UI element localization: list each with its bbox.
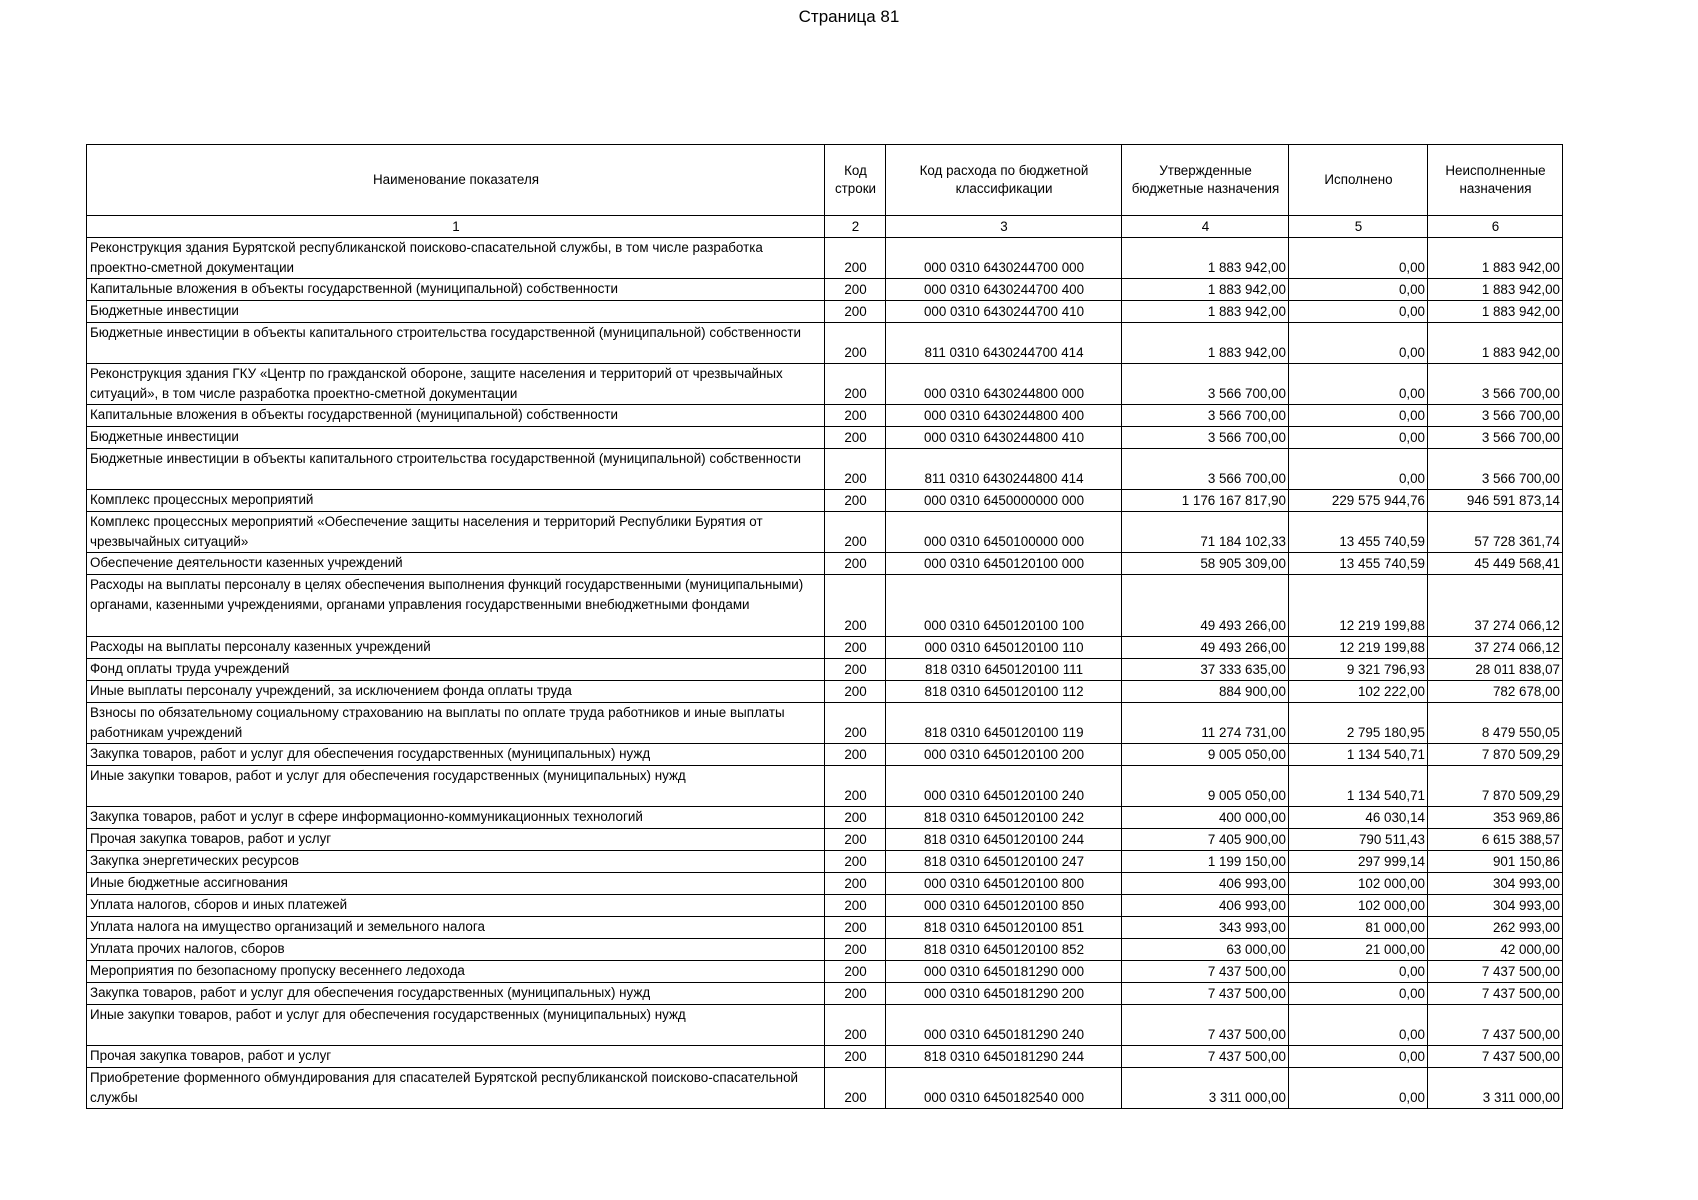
table-row xyxy=(87,279,1563,301)
line-code-cell: 200 xyxy=(825,575,886,637)
budget-code-cell: 000 0310 6450120100 800 xyxy=(886,873,1122,895)
table-row xyxy=(87,553,1563,575)
approved-amount-cell: 71 184 102,33 xyxy=(1122,512,1289,553)
executed-amount-cell: 297 999,14 xyxy=(1289,851,1428,873)
executed-amount-cell: 102 000,00 xyxy=(1289,895,1428,917)
indicator-name-cell: Иные выплаты персоналу учреждений, за исключением фонда оплаты труда xyxy=(87,681,825,703)
approved-amount-cell: 1 199 150,00 xyxy=(1122,851,1289,873)
approved-amount-cell: 37 333 635,00 xyxy=(1122,659,1289,681)
approved-amount-cell: 884 900,00 xyxy=(1122,681,1289,703)
budget-code-cell: 811 0310 6430244700 414 xyxy=(886,323,1122,364)
unexecuted-amount-cell: 782 678,00 xyxy=(1428,681,1563,703)
unexecuted-amount-cell: 1 883 942,00 xyxy=(1428,279,1563,301)
unexecuted-amount-cell: 7 437 500,00 xyxy=(1428,983,1563,1005)
table-row xyxy=(87,405,1563,427)
line-code-cell: 200 xyxy=(825,1046,886,1068)
unexecuted-amount-cell: 901 150,86 xyxy=(1428,851,1563,873)
indicator-name-cell: Бюджетные инвестиции в объекты капитального строительства государственной (муниципальной) собственности xyxy=(87,449,825,490)
unexecuted-amount-cell: 1 883 942,00 xyxy=(1428,301,1563,323)
unexecuted-amount-cell: 3 566 700,00 xyxy=(1428,405,1563,427)
unexecuted-amount-cell: 946 591 873,14 xyxy=(1428,490,1563,512)
executed-amount-cell: 12 219 199,88 xyxy=(1289,637,1428,659)
executed-amount-cell: 12 219 199,88 xyxy=(1289,575,1428,637)
table-row xyxy=(87,575,1563,637)
unexecuted-amount-cell: 7 437 500,00 xyxy=(1428,1005,1563,1046)
column-number: 3 xyxy=(886,216,1122,238)
indicator-name-cell: Комплекс процессных мероприятий xyxy=(87,490,825,512)
executed-amount-cell: 0,00 xyxy=(1289,1068,1428,1109)
budget-code-cell: 818 0310 6450120100 111 xyxy=(886,659,1122,681)
unexecuted-amount-cell: 7 870 509,29 xyxy=(1428,744,1563,766)
budget-code-cell: 818 0310 6450120100 244 xyxy=(886,829,1122,851)
approved-amount-cell: 7 437 500,00 xyxy=(1122,961,1289,983)
line-code-cell: 200 xyxy=(825,961,886,983)
budget-code-cell: 000 0310 6430244800 000 xyxy=(886,364,1122,405)
table-row xyxy=(87,851,1563,873)
header-budget-classification-code: Код расхода по бюджетной классификации xyxy=(886,145,1122,216)
indicator-name-cell: Реконструкция здания Бурятской республиканской поисково-спасательной службы, в том числе разработка проектно-сметной документации xyxy=(87,238,825,279)
approved-amount-cell: 3 566 700,00 xyxy=(1122,364,1289,405)
approved-amount-cell: 3 566 700,00 xyxy=(1122,427,1289,449)
indicator-name-cell: Закупка товаров, работ и услуг для обеспечения государственных (муниципальных) нужд xyxy=(87,744,825,766)
executed-amount-cell: 1 134 540,71 xyxy=(1289,766,1428,807)
approved-amount-cell: 63 000,00 xyxy=(1122,939,1289,961)
unexecuted-amount-cell: 57 728 361,74 xyxy=(1428,512,1563,553)
budget-code-cell: 000 0310 6430244700 000 xyxy=(886,238,1122,279)
unexecuted-amount-cell: 3 566 700,00 xyxy=(1428,427,1563,449)
line-code-cell: 200 xyxy=(825,1005,886,1046)
approved-amount-cell: 1 883 942,00 xyxy=(1122,323,1289,364)
budget-code-cell: 000 0310 6430244800 400 xyxy=(886,405,1122,427)
budget-code-cell: 000 0310 6450181290 200 xyxy=(886,983,1122,1005)
approved-amount-cell: 406 993,00 xyxy=(1122,873,1289,895)
approved-amount-cell: 1 883 942,00 xyxy=(1122,279,1289,301)
table-row xyxy=(87,873,1563,895)
executed-amount-cell: 0,00 xyxy=(1289,301,1428,323)
line-code-cell: 200 xyxy=(825,301,886,323)
executed-amount-cell: 13 455 740,59 xyxy=(1289,553,1428,575)
indicator-name-cell: Фонд оплаты труда учреждений xyxy=(87,659,825,681)
indicator-name-cell: Прочая закупка товаров, работ и услуг xyxy=(87,829,825,851)
indicator-name-cell: Уплата налогов, сборов и иных платежей xyxy=(87,895,825,917)
indicator-name-cell: Комплекс процессных мероприятий «Обеспечение защиты населения и территорий Республики Бурятия от чрезвычайных ситуаций» xyxy=(87,512,825,553)
executed-amount-cell: 2 795 180,95 xyxy=(1289,703,1428,744)
executed-amount-cell: 9 321 796,93 xyxy=(1289,659,1428,681)
unexecuted-amount-cell: 42 000,00 xyxy=(1428,939,1563,961)
indicator-name-cell: Иные закупки товаров, работ и услуг для обеспечения государственных (муниципальных) нужд xyxy=(87,1005,825,1046)
table-header-row xyxy=(87,145,1563,216)
executed-amount-cell: 0,00 xyxy=(1289,364,1428,405)
approved-amount-cell: 7 437 500,00 xyxy=(1122,1005,1289,1046)
line-code-cell: 200 xyxy=(825,238,886,279)
table-row xyxy=(87,807,1563,829)
indicator-name-cell: Бюджетные инвестиции в объекты капитального строительства государственной (муниципальной) собственности xyxy=(87,323,825,364)
budget-code-cell: 818 0310 6450120100 247 xyxy=(886,851,1122,873)
table-row xyxy=(87,1046,1563,1068)
indicator-name-cell: Взносы по обязательному социальному страхованию на выплаты по оплате труда работников и иные выплаты работникам учреждений xyxy=(87,703,825,744)
budget-execution-table xyxy=(86,144,1563,1109)
approved-amount-cell: 1 883 942,00 xyxy=(1122,301,1289,323)
executed-amount-cell: 0,00 xyxy=(1289,323,1428,364)
budget-code-cell: 000 0310 6430244700 410 xyxy=(886,301,1122,323)
executed-amount-cell: 0,00 xyxy=(1289,238,1428,279)
budget-code-cell: 000 0310 6450120100 240 xyxy=(886,766,1122,807)
budget-code-cell: 000 0310 6450120100 850 xyxy=(886,895,1122,917)
indicator-name-cell: Капитальные вложения в объекты государственной (муниципальной) собственности xyxy=(87,405,825,427)
line-code-cell: 200 xyxy=(825,895,886,917)
page-title: Страница 81 xyxy=(798,7,900,26)
indicator-name-cell: Приобретение форменного обмундирования для спасателей Бурятской республиканской поисково-спасательной службы xyxy=(87,1068,825,1109)
line-code-cell: 200 xyxy=(825,512,886,553)
executed-amount-cell: 0,00 xyxy=(1289,961,1428,983)
line-code-cell: 200 xyxy=(825,744,886,766)
unexecuted-amount-cell: 3 311 000,00 xyxy=(1428,1068,1563,1109)
budget-code-cell: 000 0310 6450182540 000 xyxy=(886,1068,1122,1109)
table-row xyxy=(87,364,1563,405)
line-code-cell: 200 xyxy=(825,449,886,490)
approved-amount-cell: 7 405 900,00 xyxy=(1122,829,1289,851)
indicator-name-cell: Расходы на выплаты персоналу в целях обеспечения выполнения функций государственными (муниципальными) органами, казенными учреждениями, органами управления государственными внебюджетными фондами xyxy=(87,575,825,637)
unexecuted-amount-cell: 304 993,00 xyxy=(1428,895,1563,917)
approved-amount-cell: 9 005 050,00 xyxy=(1122,766,1289,807)
approved-amount-cell: 400 000,00 xyxy=(1122,807,1289,829)
indicator-name-cell: Расходы на выплаты персоналу казенных учреждений xyxy=(87,637,825,659)
table-row xyxy=(87,681,1563,703)
executed-amount-cell: 102 000,00 xyxy=(1289,873,1428,895)
indicator-name-cell: Обеспечение деятельности казенных учреждений xyxy=(87,553,825,575)
header-executed: Исполнено xyxy=(1289,145,1428,216)
approved-amount-cell: 7 437 500,00 xyxy=(1122,983,1289,1005)
table-row xyxy=(87,1068,1563,1109)
approved-amount-cell: 1 176 167 817,90 xyxy=(1122,490,1289,512)
line-code-cell: 200 xyxy=(825,427,886,449)
budget-code-cell: 000 0310 6450181290 240 xyxy=(886,1005,1122,1046)
budget-code-cell: 818 0310 6450120100 119 xyxy=(886,703,1122,744)
table-row xyxy=(87,983,1563,1005)
line-code-cell: 200 xyxy=(825,829,886,851)
line-code-cell: 200 xyxy=(825,364,886,405)
budget-code-cell: 000 0310 6450120100 200 xyxy=(886,744,1122,766)
indicator-name-cell: Прочая закупка товаров, работ и услуг xyxy=(87,1046,825,1068)
executed-amount-cell: 790 511,43 xyxy=(1289,829,1428,851)
unexecuted-amount-cell: 3 566 700,00 xyxy=(1428,364,1563,405)
indicator-name-cell: Бюджетные инвестиции xyxy=(87,427,825,449)
unexecuted-amount-cell: 28 011 838,07 xyxy=(1428,659,1563,681)
table-row xyxy=(87,829,1563,851)
table-row xyxy=(87,512,1563,553)
budget-code-cell: 818 0310 6450181290 244 xyxy=(886,1046,1122,1068)
indicator-name-cell: Реконструкция здания ГКУ «Центр по гражданской обороне, защите населения и территорий от чрезвычайных ситуаций», в том числе разработка проектно-сметной документации xyxy=(87,364,825,405)
budget-code-cell: 000 0310 6450120100 100 xyxy=(886,575,1122,637)
executed-amount-cell: 21 000,00 xyxy=(1289,939,1428,961)
column-numbers-row xyxy=(87,216,1563,238)
executed-amount-cell: 0,00 xyxy=(1289,449,1428,490)
column-number: 5 xyxy=(1289,216,1428,238)
line-code-cell: 200 xyxy=(825,659,886,681)
indicator-name-cell: Уплата налога на имущество организаций и земельного налога xyxy=(87,917,825,939)
executed-amount-cell: 0,00 xyxy=(1289,405,1428,427)
approved-amount-cell: 3 566 700,00 xyxy=(1122,449,1289,490)
column-number: 2 xyxy=(825,216,886,238)
line-code-cell: 200 xyxy=(825,1068,886,1109)
unexecuted-amount-cell: 7 437 500,00 xyxy=(1428,1046,1563,1068)
approved-amount-cell: 343 993,00 xyxy=(1122,917,1289,939)
approved-amount-cell: 49 493 266,00 xyxy=(1122,575,1289,637)
header-indicator-name: Наименование показателя xyxy=(87,145,825,216)
line-code-cell: 200 xyxy=(825,873,886,895)
executed-amount-cell: 0,00 xyxy=(1289,1005,1428,1046)
line-code-cell: 200 xyxy=(825,553,886,575)
unexecuted-amount-cell: 3 566 700,00 xyxy=(1428,449,1563,490)
table-row xyxy=(87,427,1563,449)
indicator-name-cell: Закупка товаров, работ и услуг для обеспечения государственных (муниципальных) нужд xyxy=(87,983,825,1005)
budget-code-cell: 000 0310 6450000000 000 xyxy=(886,490,1122,512)
line-code-cell: 200 xyxy=(825,490,886,512)
column-number: 4 xyxy=(1122,216,1289,238)
table-row xyxy=(87,917,1563,939)
line-code-cell: 200 xyxy=(825,703,886,744)
table-row xyxy=(87,490,1563,512)
budget-code-cell: 000 0310 6450120100 000 xyxy=(886,553,1122,575)
budget-code-cell: 000 0310 6450181290 000 xyxy=(886,961,1122,983)
budget-code-cell: 818 0310 6450120100 242 xyxy=(886,807,1122,829)
unexecuted-amount-cell: 7 437 500,00 xyxy=(1428,961,1563,983)
budget-code-cell: 000 0310 6430244700 400 xyxy=(886,279,1122,301)
line-code-cell: 200 xyxy=(825,983,886,1005)
indicator-name-cell: Бюджетные инвестиции xyxy=(87,301,825,323)
column-number: 6 xyxy=(1428,216,1563,238)
executed-amount-cell: 0,00 xyxy=(1289,1046,1428,1068)
unexecuted-amount-cell: 304 993,00 xyxy=(1428,873,1563,895)
unexecuted-amount-cell: 7 870 509,29 xyxy=(1428,766,1563,807)
unexecuted-amount-cell: 1 883 942,00 xyxy=(1428,323,1563,364)
unexecuted-amount-cell: 8 479 550,05 xyxy=(1428,703,1563,744)
table-row xyxy=(87,449,1563,490)
approved-amount-cell: 11 274 731,00 xyxy=(1122,703,1289,744)
line-code-cell: 200 xyxy=(825,279,886,301)
executed-amount-cell: 46 030,14 xyxy=(1289,807,1428,829)
approved-amount-cell: 1 883 942,00 xyxy=(1122,238,1289,279)
approved-amount-cell: 58 905 309,00 xyxy=(1122,553,1289,575)
table-row xyxy=(87,703,1563,744)
indicator-name-cell: Закупка энергетических ресурсов xyxy=(87,851,825,873)
table-row xyxy=(87,323,1563,364)
line-code-cell: 200 xyxy=(825,681,886,703)
executed-amount-cell: 229 575 944,76 xyxy=(1289,490,1428,512)
line-code-cell: 200 xyxy=(825,939,886,961)
approved-amount-cell: 49 493 266,00 xyxy=(1122,637,1289,659)
executed-amount-cell: 0,00 xyxy=(1289,427,1428,449)
budget-code-cell: 000 0310 6450100000 000 xyxy=(886,512,1122,553)
table-row xyxy=(87,301,1563,323)
line-code-cell: 200 xyxy=(825,917,886,939)
header-line-code: Код строки xyxy=(825,145,886,216)
unexecuted-amount-cell: 37 274 066,12 xyxy=(1428,575,1563,637)
table-row xyxy=(87,939,1563,961)
table-row xyxy=(87,637,1563,659)
executed-amount-cell: 81 000,00 xyxy=(1289,917,1428,939)
executed-amount-cell: 0,00 xyxy=(1289,279,1428,301)
line-code-cell: 200 xyxy=(825,323,886,364)
budget-code-cell: 818 0310 6450120100 112 xyxy=(886,681,1122,703)
table-body xyxy=(87,238,1563,1109)
unexecuted-amount-cell: 6 615 388,57 xyxy=(1428,829,1563,851)
approved-amount-cell: 7 437 500,00 xyxy=(1122,1046,1289,1068)
table-row xyxy=(87,961,1563,983)
line-code-cell: 200 xyxy=(825,405,886,427)
header-approved-appropriations: Утвержденные бюджетные назначения xyxy=(1122,145,1289,216)
executed-amount-cell: 1 134 540,71 xyxy=(1289,744,1428,766)
indicator-name-cell: Капитальные вложения в объекты государственной (муниципальной) собственности xyxy=(87,279,825,301)
table-row xyxy=(87,1005,1563,1046)
line-code-cell: 200 xyxy=(825,851,886,873)
budget-code-cell: 000 0310 6430244800 410 xyxy=(886,427,1122,449)
unexecuted-amount-cell: 1 883 942,00 xyxy=(1428,238,1563,279)
line-code-cell: 200 xyxy=(825,637,886,659)
indicator-name-cell: Закупка товаров, работ и услуг в сфере информационно-коммуникационных технологий xyxy=(87,807,825,829)
table-row xyxy=(87,659,1563,681)
header-unexecuted-appropriations: Неисполненные назначения xyxy=(1428,145,1563,216)
unexecuted-amount-cell: 262 993,00 xyxy=(1428,917,1563,939)
unexecuted-amount-cell: 37 274 066,12 xyxy=(1428,637,1563,659)
table-row xyxy=(87,895,1563,917)
budget-code-cell: 818 0310 6450120100 852 xyxy=(886,939,1122,961)
unexecuted-amount-cell: 45 449 568,41 xyxy=(1428,553,1563,575)
table-row xyxy=(87,766,1563,807)
indicator-name-cell: Уплата прочих налогов, сборов xyxy=(87,939,825,961)
budget-code-cell: 000 0310 6450120100 110 xyxy=(886,637,1122,659)
budget-code-cell: 811 0310 6430244800 414 xyxy=(886,449,1122,490)
indicator-name-cell: Иные бюджетные ассигнования xyxy=(87,873,825,895)
executed-amount-cell: 13 455 740,59 xyxy=(1289,512,1428,553)
executed-amount-cell: 102 222,00 xyxy=(1289,681,1428,703)
approved-amount-cell: 9 005 050,00 xyxy=(1122,744,1289,766)
executed-amount-cell: 0,00 xyxy=(1289,983,1428,1005)
line-code-cell: 200 xyxy=(825,807,886,829)
indicator-name-cell: Мероприятия по безопасному пропуску весеннего ледохода xyxy=(87,961,825,983)
column-number: 1 xyxy=(87,216,825,238)
approved-amount-cell: 406 993,00 xyxy=(1122,895,1289,917)
line-code-cell: 200 xyxy=(825,766,886,807)
budget-code-cell: 818 0310 6450120100 851 xyxy=(886,917,1122,939)
unexecuted-amount-cell: 353 969,86 xyxy=(1428,807,1563,829)
indicator-name-cell: Иные закупки товаров, работ и услуг для обеспечения государственных (муниципальных) нужд xyxy=(87,766,825,807)
approved-amount-cell: 3 566 700,00 xyxy=(1122,405,1289,427)
table-row xyxy=(87,238,1563,279)
approved-amount-cell: 3 311 000,00 xyxy=(1122,1068,1289,1109)
table-row xyxy=(87,744,1563,766)
